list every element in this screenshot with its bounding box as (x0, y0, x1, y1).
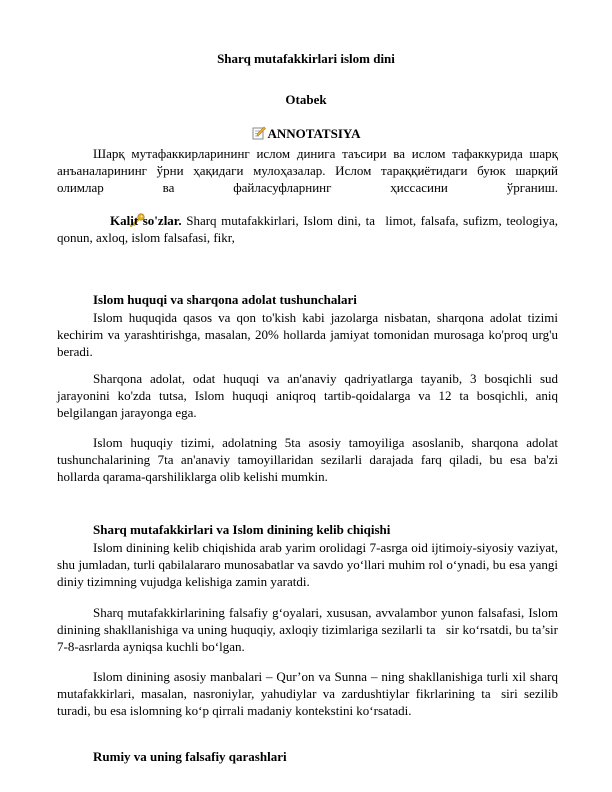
key-icon (93, 213, 109, 227)
annotation-text: Шарқ мутафаккирларининг ислом динига таъсири ва ислом тафаккурида шарқ анъаналарининг ўрни ҳақидаги мулоҳазалар. Ислом тараққиётидаги буюк шарқий олимлар ва файласуфларнинг ҳиссасини ўрганиш. (57, 146, 558, 196)
section-paragraph: Sharq mutafakkirlarining falsafiy g‘oyalari, xususan, avvalambor yunon falsafasi, Islom dinining shakllanishiga va uning huquqiy, axloqiy tizimlariga sezilarli tasir ko‘rsatdi, bu ta’sir 7-8-asrlarda ayniqsa kuchli bo‘lgan. (57, 605, 558, 655)
author-name: Otabek (285, 92, 327, 107)
document-title: Sharq mutafakkirlari islom dini (217, 51, 395, 66)
keywords-text: Sharq mutafakkirlari, Islom dini, talimot, falsafa, sufizm, teologiya, qonun, axloq, islom falsafasi, fikr, (57, 213, 558, 246)
section-heading: Sharq mutafakkirlari va Islom dinining kelib chiqishi (93, 522, 391, 537)
section-heading: Islom huquqi va sharqona adolat tushunchalari (93, 292, 357, 307)
section-paragraph: Islom dinining kelib chiqishida arab yarim orolidagi 7-asrga oid ijtimoiy-siyosiy vaziyat, shu jumladan, turli qabilalararo munosabatlar va savdo yo‘llari muhim rol o‘ynadi, bu esa yangi diniy tizimning vujudga kelishiga zamin yaratdi. (57, 540, 558, 590)
keywords-paragraph (57, 212, 558, 246)
section-paragraph: Islom huquqiy tizimi, adolatning 5ta asosiy tamoyiliga asoslanib, sharqona adolat tushunchalarining 7ta an'anaviy tamoyillaridan sezilarli darajada farq qiladi, bu esa ba'zi hollarda qarama-qarshiliklarga olib kelishi mumkin. (57, 435, 558, 485)
keywords-label: Kalit so'zlar. (110, 213, 182, 228)
section-heading: Rumiy va uning falsafiy qarashlari (93, 749, 287, 764)
section-paragraph: Islom huquqida qasos va qon to'kish kabi jazolarga nisbatan, sharqona adolat tizimi kechirim va yarashtirishga, masalan, 20% hollarda jamiyat tomonidan murosaga ko'proq urg'u beradi. (57, 310, 558, 360)
annotation-heading-text: ANNOTATSIYA (267, 126, 361, 141)
section-paragraph: Sharqona adolat, odat huquqi va an'anaviy qadriyatlarga tayanib, 3 bosqichli sud jarayonini ko'zda tutsa, Islom huquqi aniqroq tartib-qoidalarga va 12 ta bosqichli, aniq belgilangan jarayonga ega. (57, 371, 558, 421)
section-paragraph: Islom dinining asosiy manbalari – Qur’on va Sunna – ning shakllanishiga turli xil sharq mutafakkirlari, masalan, nasroniylar, yahudiylar va zardushtiylar fikrlarining tasiri sezilib turadi, bu esa islomning ko‘p qirrali madaniy kontekstini ko‘rsatadi. (57, 669, 558, 719)
memo-pencil-icon (252, 126, 266, 140)
annotation-heading (0, 126, 612, 142)
